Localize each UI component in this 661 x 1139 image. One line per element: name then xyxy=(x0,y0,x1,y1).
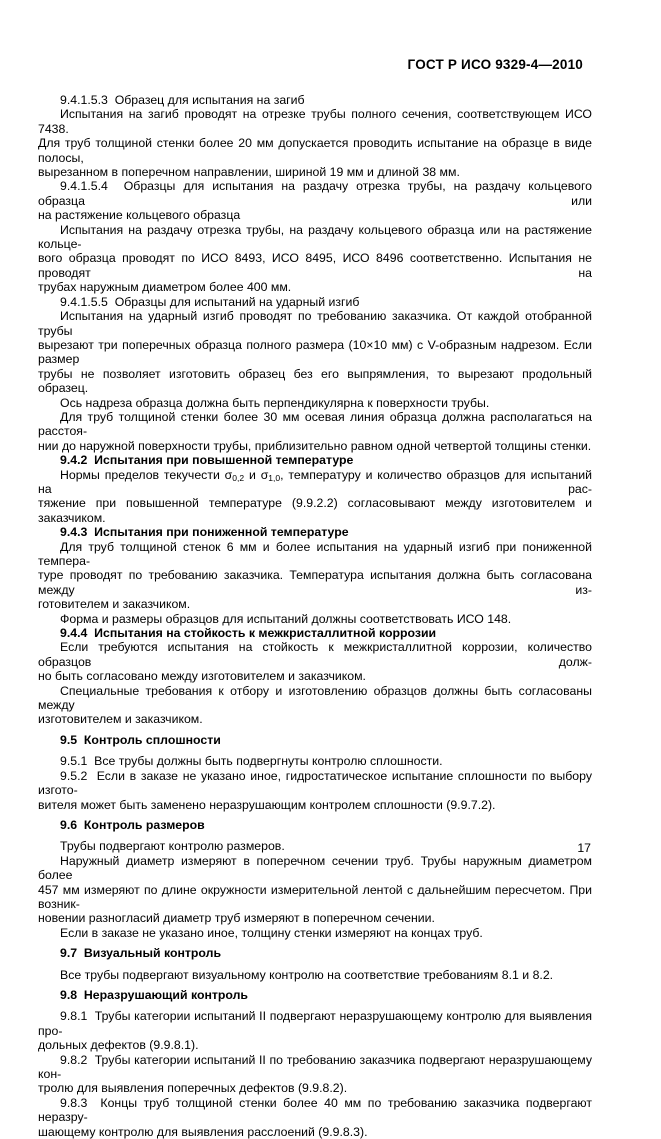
paragraph xyxy=(38,968,592,982)
paragraph xyxy=(38,684,592,727)
text-line: Испытания на загиб проводят на отрезке трубы полного сечения, соответствующем ИСО 7438. xyxy=(38,107,592,136)
page-number: 17 xyxy=(577,841,591,855)
paragraph xyxy=(38,468,592,526)
subscript: 0,2 xyxy=(232,472,245,483)
paragraph xyxy=(38,854,592,926)
paragraph xyxy=(38,223,592,295)
doc-code-header: ГОСТ Р ИСО 9329-4—2010 xyxy=(407,57,583,72)
text-line: 9.4.2 Испытания при повышенной температуре xyxy=(60,453,354,468)
text-line: вителя может быть заменено неразрушающим контролем сплошности (9.9.7.2). xyxy=(38,797,496,812)
text-line: туре проводят по требованию заказчика. Температура испытания должна быть согласована между из- xyxy=(38,568,592,597)
text-line: 9.5 Контроль сплошности xyxy=(60,732,221,747)
paragraph xyxy=(38,769,592,812)
text-line: Испытания на ударный изгиб проводят по требованию заказчика. От каждой отобранной трубы xyxy=(38,309,592,338)
text-line: вырезают три поперечных образца полного размера (10×10 мм) с V-образным надрезом. Если размер xyxy=(38,337,592,367)
text-line: Трубы подвергают контролю размеров. xyxy=(60,839,285,854)
paragraph xyxy=(38,1096,592,1139)
paragraph xyxy=(38,540,592,612)
paragraph xyxy=(38,453,592,467)
paragraph xyxy=(38,1009,592,1052)
paragraph xyxy=(38,839,592,853)
text-line: 9.8.2 Трубы категории испытаний II по требованию заказчика подвергают неразрушающему кон- xyxy=(38,1052,592,1081)
text-line: Ось надреза образца должна быть перпендикулярна к поверхности трубы. xyxy=(60,395,490,410)
text-line: но быть согласовано между изготовителем и заказчиком. xyxy=(38,669,366,684)
paragraph xyxy=(38,640,592,683)
paragraph xyxy=(38,1053,592,1096)
text-line: вырезанном в поперечном направлении, шириной 19 мм и длиной 38 мм. xyxy=(38,165,460,180)
text-line: изготовителем и заказчиком. xyxy=(38,712,203,727)
text-line: шающему контролю для выявления расслоений (9.9.8.3). xyxy=(38,1124,368,1139)
paragraph xyxy=(38,295,592,309)
text-line: готовителем и заказчиком. xyxy=(38,597,191,612)
text-line: Испытания на раздачу отрезка трубы, на раздачу кольцевого образца или на растяжение кольце- xyxy=(38,222,592,252)
text-line: тролю для выявления поперечных дефектов (9.9.8.2). xyxy=(38,1081,348,1096)
text-line: Специальные требования к отбору и изготовлению образцов должны быть согласованы между xyxy=(38,683,592,713)
text-line: 9.5.2 Если в заказе не указано иное, гидростатическое испытание сплошности по выбору изгото- xyxy=(38,768,592,798)
text-line: вого образца проводят по ИСО 8493, ИСО 8495, ИСО 8496 соответственно. Испытания не проводят на xyxy=(38,251,592,280)
text-line: Наружный диаметр измеряют в поперечном сечении труб. Трубы наружным диаметром более xyxy=(38,853,592,883)
text-line: 9.8.3 Концы труб толщиной стенки более 40 мм по требованию заказчика подвергают неразру- xyxy=(38,1095,592,1125)
text-line: 9.8 Неразрушающий контроль xyxy=(60,987,248,1002)
text-line: Для труб толщиной стенки более 30 мм осевая линия образца должна располагаться на расстоя- xyxy=(38,409,592,439)
text-line: нии до наружной поверхности трубы, приблизительно равном одной четвертой толщины стенки. xyxy=(38,438,592,453)
text-line: дольных дефектов (9.9.8.1). xyxy=(38,1038,199,1053)
paragraph xyxy=(38,926,592,940)
paragraph xyxy=(38,179,592,222)
text-line: Если в заказе не указано иное, толщину стенки измеряют на концах труб. xyxy=(60,925,483,940)
text-line: Нормы пределов текучести $\sigma_{0,2}$ и $\sigma_{1,0}$, температуру и количество образцов для испытаний на рас- xyxy=(38,467,593,496)
text-line: 9.8.1 Трубы категории испытаний II подвергают неразрушающему контролю для выявления про- xyxy=(38,1009,592,1038)
text-line: Все трубы подвергают визуальному контролю на соответствие требованиям 8.1 и 8.2. xyxy=(60,967,554,982)
paragraph xyxy=(38,107,592,179)
paragraph xyxy=(38,754,592,768)
paragraph xyxy=(38,410,592,453)
paragraph xyxy=(38,612,592,626)
text-line: 9.4.4 Испытания на стойкость к межкристаллитной коррозии xyxy=(60,626,437,641)
text-line: 9.6 Контроль размеров xyxy=(60,817,205,832)
section-heading xyxy=(38,946,592,960)
section-heading xyxy=(38,818,592,832)
paragraph xyxy=(38,396,592,410)
text-line: Форма и размеры образцов для испытаний должны соответствовать ИСО 148. xyxy=(60,611,512,626)
text-line: 457 мм измеряют по длине окружности измерительной лентой с дальнейшим пересчетом. При возник- xyxy=(38,882,592,911)
paragraph xyxy=(38,525,592,539)
section-heading xyxy=(38,988,592,1002)
text-line: 9.4.1.5.3 Образец для испытания на загиб xyxy=(60,93,305,107)
text-line: 9.4.1.5.5 Образцы для испытаний на ударный изгиб xyxy=(60,294,360,309)
text-line: тяжение при повышенной температуре (9.9.2.2) согласовывают между изготовителем и заказчиком. xyxy=(38,496,592,525)
subscript: 1,0 xyxy=(268,472,281,483)
text-line: на растяжение кольцевого образца xyxy=(38,208,241,223)
text-line: Если требуются испытания на стойкость к межкристаллитной коррозии, количество образцов долж- xyxy=(38,640,592,669)
text-line: 9.4.1.5.4 Образцы для испытания на раздачу отрезка трубы, на раздачу кольцевого образца или xyxy=(38,179,592,208)
paragraph xyxy=(38,93,592,107)
text-line: 9.5.1 Все трубы должны быть подвергнуты контролю сплошности. xyxy=(60,754,443,769)
document-body xyxy=(38,93,592,1139)
section-heading xyxy=(38,733,592,747)
text-line: новении разногласий диаметр труб измеряют в поперечном сечении. xyxy=(38,911,435,926)
text-line: трубы не позволяет изготовить образец без его выпрямления, то вырезают продольный образец. xyxy=(38,366,592,396)
paragraph xyxy=(38,309,592,395)
paragraph xyxy=(38,626,592,640)
text-line: трубах наружным диаметром более 400 мм. xyxy=(38,280,292,295)
text-line: Для труб толщиной стенки более 20 мм допускается проводить испытание на образце в виде полосы, xyxy=(38,136,592,165)
text-line: 9.4.3 Испытания при пониженной температуре xyxy=(60,525,349,540)
text-line: 9.7 Визуальный контроль xyxy=(60,946,222,961)
text-line: Для труб толщиной стенок 6 мм и более испытания на ударный изгиб при пониженной темпера- xyxy=(38,539,592,568)
